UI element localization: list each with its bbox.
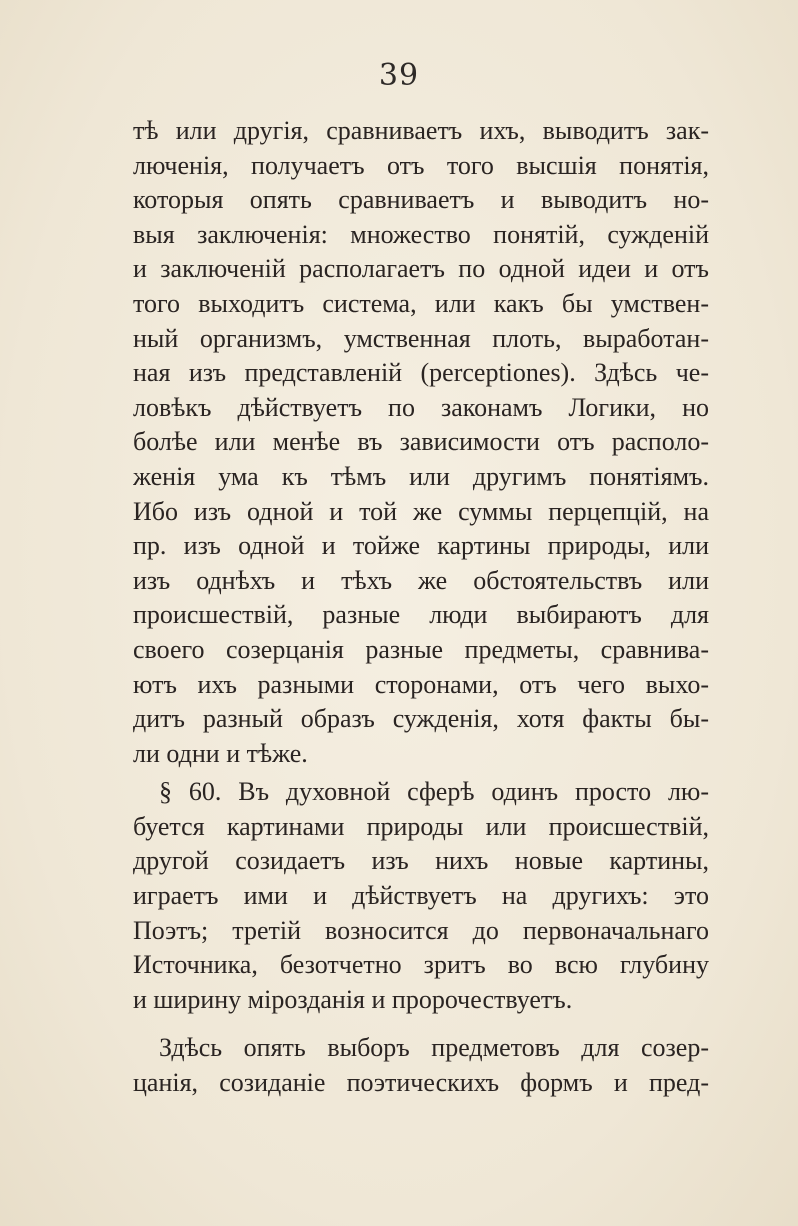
text-line: которыя опять сравниваетъ и выводитъ но- — [133, 185, 709, 215]
text-line: буется картинами природы или происшествій, — [133, 811, 709, 841]
text-line: ютъ ихъ разными сторонами, отъ чего выхо- — [133, 669, 709, 699]
text-line: пр. изъ одной и тойже картины природы, или — [133, 531, 709, 561]
text-line: Ибо изъ одной и той же суммы перцепцій, на — [133, 496, 709, 526]
text-line: люченія, получаетъ отъ того высшія понятія, — [133, 150, 709, 180]
text-line: Поэтъ; третій возносится до первоначальнаго — [133, 915, 709, 945]
text-line: играетъ ими и дѣйствуетъ на другихъ: это — [133, 881, 709, 911]
text-line: ный организмъ, умственная плоть, выработан- — [133, 323, 709, 353]
text-line: цанія, созиданіе поэтическихъ формъ и пред- — [133, 1068, 709, 1098]
text-line: ловѣкъ дѣйствуетъ по законамъ Логики, но — [133, 392, 709, 422]
text-line: и заключеній располагаетъ по одной идеи и отъ — [133, 254, 709, 284]
page-number: 39 — [378, 58, 420, 93]
text-line: того выходитъ система, или какъ бы умствен- — [133, 288, 709, 318]
text-line: и ширину мірозданія и пророчествуетъ. — [133, 984, 573, 1014]
text-line: другой созидаетъ изъ нихъ новые картины, — [133, 846, 709, 876]
text-line: ная изъ представленій (perceptiones). Здѣсь че- — [133, 358, 709, 388]
text-line: ли одни и тѣже. — [133, 738, 308, 768]
text-line: происшествій, разные люди выбираютъ для — [133, 600, 709, 630]
text-line: изъ однѣхъ и тѣхъ же обстоятельствъ или — [133, 565, 709, 595]
text-line: Источника, безотчетно зритъ во всю глубину — [133, 950, 709, 980]
text-line: дитъ разный образъ сужденія, хотя факты бы- — [133, 704, 709, 734]
text-line: выя заключенія: множество понятій, сужденій — [133, 219, 709, 249]
text-line: своего созерцанія разные предметы, сравнива- — [133, 634, 709, 664]
text-line: женія ума къ тѣмъ или другимъ понятіямъ. — [133, 461, 709, 491]
text-line: тѣ или другія, сравниваетъ ихъ, выводитъ зак- — [133, 116, 709, 145]
text-line: болѣе или менѣе въ зависимости отъ располо- — [133, 427, 709, 457]
text-line: Здѣсь опять выборъ предметовъ для созер- — [159, 1033, 709, 1063]
section-heading-line: § 60. Въ духовной сферѣ одинъ просто лю- — [159, 777, 709, 807]
body-text — [133, 114, 709, 1101]
